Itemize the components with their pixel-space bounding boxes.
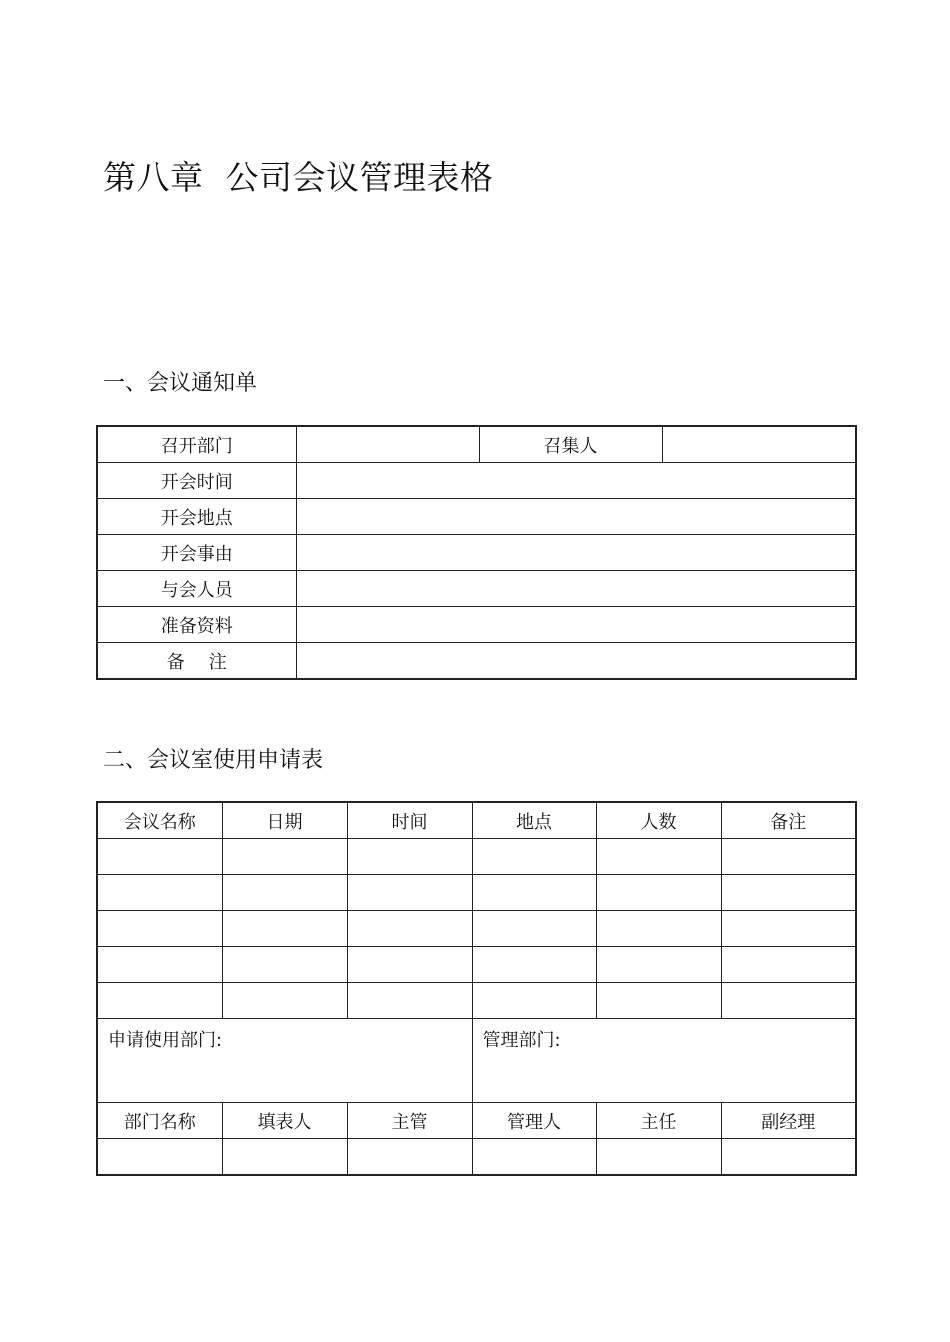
materials-label: 准备资料	[97, 607, 296, 643]
table-row	[97, 571, 856, 607]
apply-dept-field[interactable]: 申请使用部门:	[97, 1019, 472, 1103]
remarks-field[interactable]	[296, 643, 856, 680]
table-cell[interactable]	[97, 947, 222, 983]
table-cell[interactable]	[347, 911, 472, 947]
table-row	[97, 463, 856, 499]
table-row	[97, 426, 856, 463]
table-row	[97, 643, 856, 680]
table-cell[interactable]	[596, 839, 721, 875]
column-header: 地点	[472, 802, 596, 839]
table-cell[interactable]	[472, 947, 596, 983]
meeting-reason-label: 开会事由	[97, 535, 296, 571]
table-cell[interactable]	[721, 947, 856, 983]
column-header: 备注	[721, 802, 856, 839]
table-cell[interactable]	[596, 983, 721, 1019]
table-cell[interactable]	[721, 875, 856, 911]
signature-header: 填表人	[222, 1103, 347, 1139]
meeting-notice-table	[96, 425, 857, 680]
table-cell[interactable]	[97, 911, 222, 947]
table-cell[interactable]	[222, 839, 347, 875]
signature-row	[97, 1139, 856, 1176]
table-cell[interactable]	[721, 911, 856, 947]
remarks-label: 备注	[97, 643, 296, 680]
table-cell[interactable]	[222, 875, 347, 911]
section-heading-room-application: 二、会议室使用申请表	[103, 748, 324, 773]
signature-header: 管理人	[472, 1103, 596, 1139]
table-cell[interactable]	[222, 911, 347, 947]
room-application-table	[96, 801, 857, 1176]
manage-dept-field[interactable]: 管理部门:	[472, 1019, 856, 1103]
table-row	[97, 607, 856, 643]
meeting-time-label: 开会时间	[97, 463, 296, 499]
signature-header-row	[97, 1103, 856, 1139]
table-row	[97, 947, 856, 983]
attendees-field[interactable]	[296, 571, 856, 607]
column-header: 时间	[347, 802, 472, 839]
meeting-place-field[interactable]	[296, 499, 856, 535]
table-cell[interactable]	[347, 947, 472, 983]
attendees-label: 与会人员	[97, 571, 296, 607]
meeting-place-label: 开会地点	[97, 499, 296, 535]
materials-field[interactable]	[296, 607, 856, 643]
signature-cell[interactable]	[596, 1139, 721, 1176]
table-row	[97, 983, 856, 1019]
table-cell[interactable]	[596, 947, 721, 983]
table-cell[interactable]	[472, 839, 596, 875]
table-cell[interactable]	[97, 983, 222, 1019]
signature-cell[interactable]	[97, 1139, 222, 1176]
table-cell[interactable]	[222, 983, 347, 1019]
table-header-row	[97, 802, 856, 839]
table-cell[interactable]	[596, 911, 721, 947]
page-title: 第八章 公司会议管理表格	[103, 158, 494, 197]
table-row	[97, 1019, 856, 1103]
signature-cell[interactable]	[472, 1139, 596, 1176]
dept-label: 召开部门	[97, 426, 296, 463]
table-row	[97, 875, 856, 911]
table-cell[interactable]	[721, 839, 856, 875]
signature-cell[interactable]	[222, 1139, 347, 1176]
signature-header: 主任	[596, 1103, 721, 1139]
signature-cell[interactable]	[347, 1139, 472, 1176]
signature-header: 副经理	[721, 1103, 856, 1139]
table-cell[interactable]	[347, 839, 472, 875]
table-cell[interactable]	[347, 983, 472, 1019]
signature-header: 主管	[347, 1103, 472, 1139]
signature-header: 部门名称	[97, 1103, 222, 1139]
table-cell[interactable]	[472, 875, 596, 911]
table-cell[interactable]	[596, 875, 721, 911]
convener-value-field[interactable]	[662, 426, 856, 463]
table-cell[interactable]	[97, 875, 222, 911]
table-cell[interactable]	[97, 839, 222, 875]
table-row	[97, 911, 856, 947]
table-row	[97, 499, 856, 535]
table-cell[interactable]	[222, 947, 347, 983]
section-heading-meeting-notice: 一、会议通知单	[103, 371, 258, 396]
meeting-time-field[interactable]	[296, 463, 856, 499]
column-header: 日期	[222, 802, 347, 839]
table-cell[interactable]	[472, 983, 596, 1019]
table-row	[97, 839, 856, 875]
table-cell[interactable]	[472, 911, 596, 947]
table-cell[interactable]	[721, 983, 856, 1019]
meeting-reason-field[interactable]	[296, 535, 856, 571]
table-cell[interactable]	[347, 875, 472, 911]
table-row	[97, 535, 856, 571]
dept-value-field[interactable]	[296, 426, 479, 463]
convener-label: 召集人	[479, 426, 662, 463]
column-header: 会议名称	[97, 802, 222, 839]
column-header: 人数	[596, 802, 721, 839]
signature-cell[interactable]	[721, 1139, 856, 1176]
